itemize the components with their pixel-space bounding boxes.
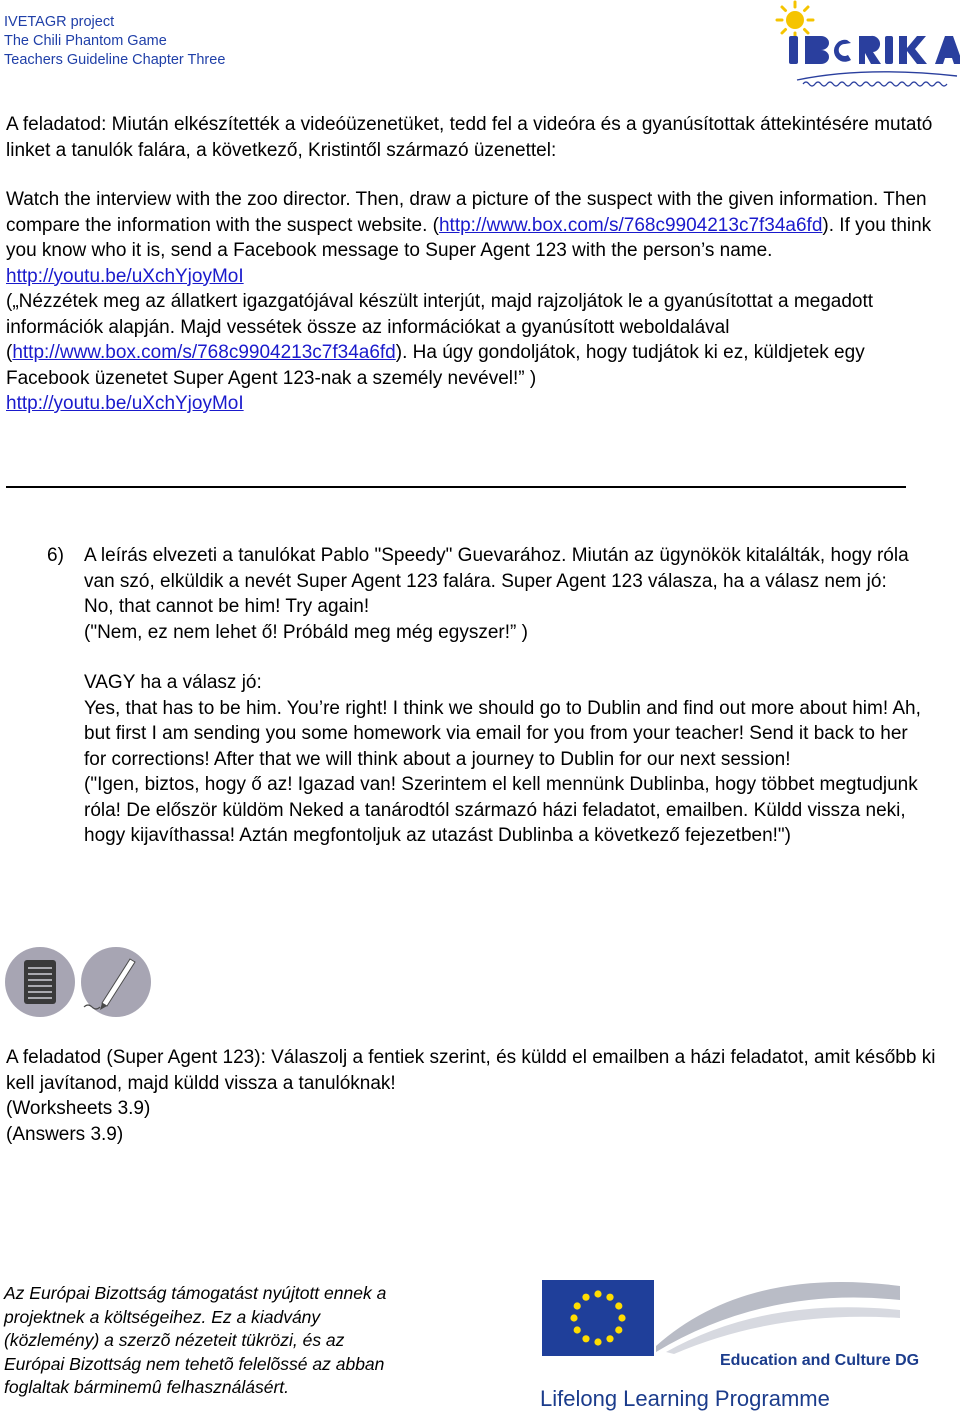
- iberika-logo: [775, 0, 960, 88]
- worksheets-ref: (Worksheets 3.9): [6, 1098, 151, 1119]
- correct-answer-hu: ("Igen, biztos, hogy ő az! Igazad van! Szerintem el kell mennünk Dublinba, hogy többet megtudjunk róla! De először küldöm Neked a tanárodtól származó házi feladatot, emailben. Küldd vissza neki, hogy kijavíthassa! Aztán megfontoljuk az utazást Dublinba a következő fejezetben!"): [84, 774, 918, 846]
- document-header: [4, 13, 225, 70]
- worksheet-icon: [5, 947, 75, 1017]
- llp-label: Lifelong Learning Programme: [540, 1386, 830, 1411]
- disclaimer-line: (közlemény) a szerzõ nézeteit tükrözi, és az: [4, 1330, 345, 1350]
- header-chapter: Teachers Guideline Chapter Three: [4, 52, 226, 68]
- tagline-script: [803, 82, 947, 86]
- correct-answer-en: Yes, that has to be him. You’re right! I think we should go to Dublin and find out more about him! Ah, but first I am sending you some homework via email for you from your teacher! Send it back to her for corrections! After that we will think about a journey to Dublin for our next session!: [84, 697, 921, 770]
- sun-icon: [777, 2, 813, 38]
- disclaimer-line: Európai Bizottság nem tehetõ felelõssé az abban: [4, 1353, 385, 1374]
- item-6-content: [84, 543, 924, 849]
- message-hu-part2: ). Ha úgy gondoljátok, hogy tudjátok ki ez, küldjetek egy Facebook üzenetet Super Agent 123-nak a személy nevével!” ): [6, 342, 865, 389]
- brand-lettering: [789, 36, 960, 64]
- student-message: [6, 187, 946, 417]
- wrong-answer-hu: ("Nem, ez nem lehet ő! Próbáld meg még egyszer!” ): [84, 621, 528, 643]
- final-task: [6, 1045, 946, 1147]
- eu-llp-logo: [538, 1276, 920, 1414]
- task-intro: A feladatod: Miután elkészítették a videóüzenetüket, tedd fel a videóra és a gyanúsítottak áttekintésére mutató linket a tanulók falára, a következő, Kristintől származó üzenettel:: [6, 114, 933, 161]
- youtube-link-hu[interactable]: http://youtu.be/uXchYjoyMoI: [6, 393, 244, 414]
- message-en-part1: Watch the interview with the zoo director. Then, draw a picture of the suspect with the given information. Then compare the information with the suspect website. (: [6, 189, 927, 236]
- disclaimer-line: projektnek a költségeihez. Ez a kiadvány: [4, 1306, 321, 1327]
- final-task-text: A feladatod (Super Agent 123): Válaszolj a fentiek szerint, és küldd el emailben a házi feladatot, amit később ki kell javítanod, majd küldd vissza a tanulóknak!: [6, 1047, 936, 1094]
- youtube-link[interactable]: http://youtu.be/uXchYjoyMoI: [6, 265, 244, 287]
- section-divider: [6, 486, 906, 488]
- suspect-website-link[interactable]: http://www.box.com/s/768c9904213c7f34a6fd: [438, 214, 823, 236]
- header-project: IVETAGR project: [4, 14, 115, 30]
- activity-icons: [4, 945, 154, 1020]
- eu-flag-icon: [542, 1280, 654, 1372]
- item-6-description: A leírás elvezeti a tanulókat Pablo "Speedy" Guevarához. Miután az ügynökök kitalálták, hogy róla van szó, elküldik a nevét Super Agent 123 falára. Super Agent 123 válasza, ha a válasz nem jó:: [84, 545, 909, 592]
- edu-culture-label: Education and Culture DG: [720, 1352, 920, 1369]
- header-game-title: The Chili Phantom Game: [4, 33, 167, 49]
- swoosh-graphic: [656, 1276, 900, 1356]
- message-hu-part1: („Nézzétek meg az állatkert igazgatójával készült interjút, majd rajzoljátok le a gyanúsítottat a megadott információk alapján. Majd vessétek össze az információkat a gyanúsított weboldalával (: [6, 291, 874, 363]
- item-number: 6): [47, 545, 64, 566]
- disclaimer-line: Az Európai Bizottság támogatást nyújtott ennek a: [4, 1283, 387, 1303]
- suspect-website-link-hu[interactable]: http://www.box.com/s/768c9904213c7f34a6fd: [12, 342, 396, 363]
- message-en-part2: ). If you think you know who it is, send a Facebook message to Super Agent 123 with the person’s name.: [6, 214, 932, 261]
- disclaimer-line: foglaltak bárminemû felhasználásért.: [4, 1377, 290, 1397]
- pen-icon: [81, 947, 151, 1017]
- wrong-answer-en: No, that cannot be him! Try again!: [84, 596, 370, 617]
- or-label: VAGY ha a válasz jó:: [84, 672, 262, 693]
- answers-ref: (Answers 3.9): [6, 1123, 124, 1145]
- eu-disclaimer: [4, 1282, 464, 1400]
